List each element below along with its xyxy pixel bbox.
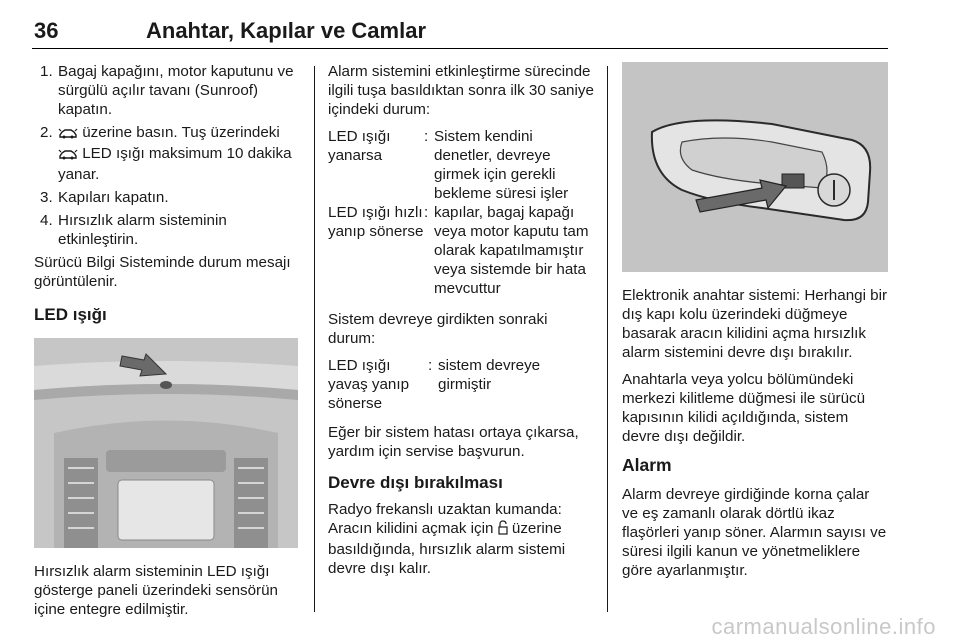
step-text: Hırsızlık alarm sisteminin etkinleştirin. (58, 212, 227, 248)
fault-note: Eğer bir sistem hatası ortaya çıkarsa, yardım için servise başvurun. (328, 424, 579, 460)
status-term: LED ışığı yavaş yanıp sönerse (328, 357, 410, 412)
status-table-arming (328, 127, 594, 298)
step-text: üzerine basın. Tuş üzerindeki (78, 124, 280, 141)
figure-caption: Hırsızlık alarm sisteminin LED ışığı gösterge paneli üzerindeki sensörün içine entegre edilmiştir. (34, 563, 279, 618)
status-term: LED ışığı yanarsa (328, 128, 391, 164)
status-separator: : (424, 204, 429, 221)
car-alarm-icon (58, 125, 78, 144)
step-text: LED ışığı maksimum 10 dakika yanar. (58, 145, 292, 183)
status-term: LED ışığı hızlı yanıp sönerse (328, 204, 424, 240)
step-number: 4. (40, 212, 53, 229)
step-item (34, 188, 302, 207)
step-text: Bagaj kapağını, motor kaputunu ve sürgülü açılır tavanı (Sunroof) kapatın. (58, 63, 294, 118)
disarm-text (328, 500, 594, 578)
activation-steps (34, 62, 302, 249)
step-number: 2. (40, 124, 53, 141)
column-2 (328, 62, 594, 582)
status-table-armed (328, 356, 594, 413)
intro-text: Alarm sistemini etkinleştirme sürecinde ilgili tuşa basıldıktan sonra ilk 30 saniye içindeki durum: (328, 63, 594, 118)
step-item (34, 211, 302, 249)
column-3 (622, 62, 888, 584)
after-arm-text: Sistem devreye girdikten sonraki durum: (328, 311, 548, 347)
alarm-text: Alarm devreye girdiğinde korna çalar ve eş zamanlı olarak dörtlü ikaz flaşörleri yanıp söner. Alarmın sayısı ve süresi ilgili kanun ve yönetmeliklere göre ayarlanmıştır. (622, 486, 887, 579)
led-heading: LED ışığı (34, 305, 107, 324)
key-text: Anahtarla veya yolcu bölümündeki merkezi kilitleme düğmesi ile sürücü kapısının kilidi açıldığında, sistem devre dışı değildir. (622, 371, 866, 445)
page-number: 36 (34, 18, 59, 43)
site-watermark: carmanualsonline.info (711, 614, 936, 639)
disarm-text-part: Radyo frekanslı uzaktan kumanda: Aracın kilidini açmak için (328, 501, 562, 537)
alarm-heading: Alarm (622, 455, 672, 475)
header-divider (32, 48, 888, 49)
disarm-text-part: üzerine basıldığında, hırsızlık alarm sistemi devre dışı kalır. (328, 520, 566, 577)
step-number: 1. (40, 63, 53, 80)
column-divider-2 (607, 66, 608, 612)
car-alarm-icon (58, 146, 78, 165)
keyless-text: Elektronik anahtar sistemi: Herhangi bir dış kapı kolu üzerindeki düğmeye basarak aracın kilidini açma hırsızlık alarm sistemini devre dışı bırakılır. (622, 287, 888, 361)
column-divider-1 (314, 66, 315, 612)
page-header (32, 10, 888, 50)
unlock-icon (498, 520, 508, 540)
column-1 (34, 62, 302, 623)
door-handle-illustration (622, 62, 888, 272)
dashboard-led-illustration (34, 338, 298, 548)
step-text: Kapıları kapatın. (58, 189, 169, 206)
status-separator: : (428, 357, 433, 374)
disarm-heading: Devre dışı bırakılması (328, 473, 503, 492)
dic-note: Sürücü Bilgi Sisteminde durum mesajı görüntülenir. (34, 254, 291, 290)
step-item (34, 62, 302, 119)
step-item (34, 123, 302, 184)
step-number: 3. (40, 189, 53, 206)
status-description: sistem devreye girmiştir (438, 357, 541, 393)
chapter-title: Anahtar, Kapılar ve Camlar (146, 18, 427, 43)
status-description: Sistem kendini denetler, devreye girmek için gerekli bekleme süresi işler (434, 128, 569, 202)
status-description: kapılar, bagaj kapağı veya motor kaputu tam olarak kapatılmamıştır veya sistemde bir hata mevcuttur (434, 204, 589, 297)
status-separator: : (424, 128, 429, 145)
